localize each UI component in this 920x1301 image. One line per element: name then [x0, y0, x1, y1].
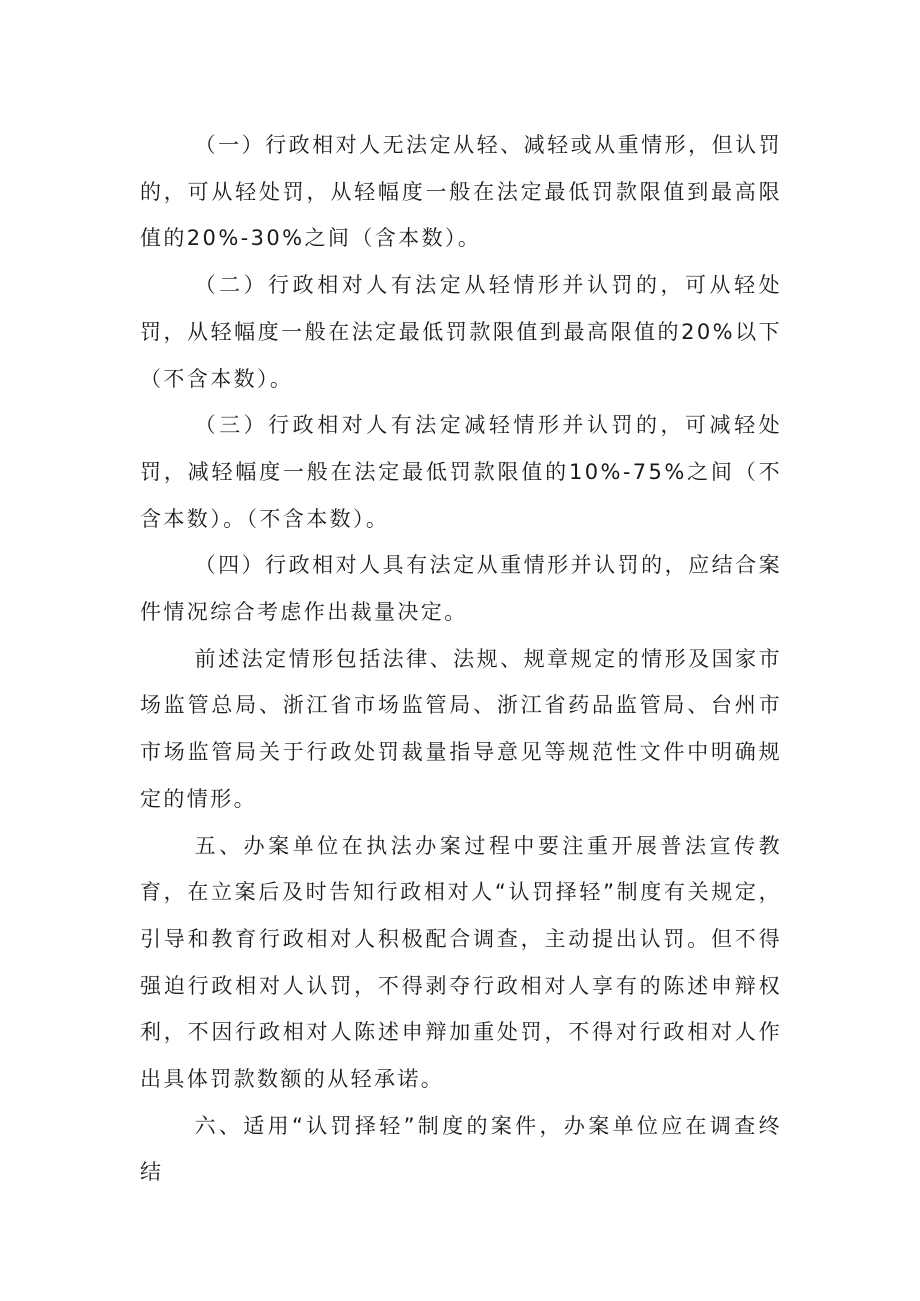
paragraph-clause-4: （四）行政相对人具有法定从重情形并认罚的，应结合案件情况综合考虑作出裁量决定。	[140, 553, 782, 625]
paragraph-section-5: 五、办案单位在执法办案过程中要注重开展普法宣传教育，在立案后及时告知行政相对人“认罚择轻”制度有关规定，引导和教育行政相对人积极配合调查，主动提出认罚。但不得强迫行政相对人认罚，不得剥夺行政相对人享有的陈述申辩权利，不因行政相对人陈述申辩加重处罚，不得对行政相对人作出具体罚款数额的从轻承诺。	[140, 833, 782, 1092]
paragraph-legal-circumstances: 前述法定情形包括法律、法规、规章规定的情形及国家市场监管总局、浙江省市场监管局、浙江省药品监管局、台州市市场监管局关于行政处罚裁量指导意见等规范性文件中明确规定的情形。	[140, 646, 782, 811]
paragraph-clause-3: （三）行政相对人有法定减轻情形并认罚的，可减轻处罚，减轻幅度一般在法定最低罚款限值的10%-75%之间（不含本数）。（不含本数）。	[140, 413, 782, 531]
paragraph-clause-1: （一）行政相对人无法定从轻、减轻或从重情形，但认罚的，可从轻处罚，从轻幅度一般在法定最低罚款限值到最高限值的20%-30%之间（含本数）。	[140, 133, 782, 251]
document-body	[140, 122, 782, 1196]
paragraph-section-6: 六、适用“认罚择轻”制度的案件，办案单位应在调查终结	[140, 1113, 782, 1185]
paragraph-clause-2: （二）行政相对人有法定从轻情形并认罚的，可从轻处罚，从轻幅度一般在法定最低罚款限值到最高限值的20%以下（不含本数）。	[140, 273, 782, 391]
